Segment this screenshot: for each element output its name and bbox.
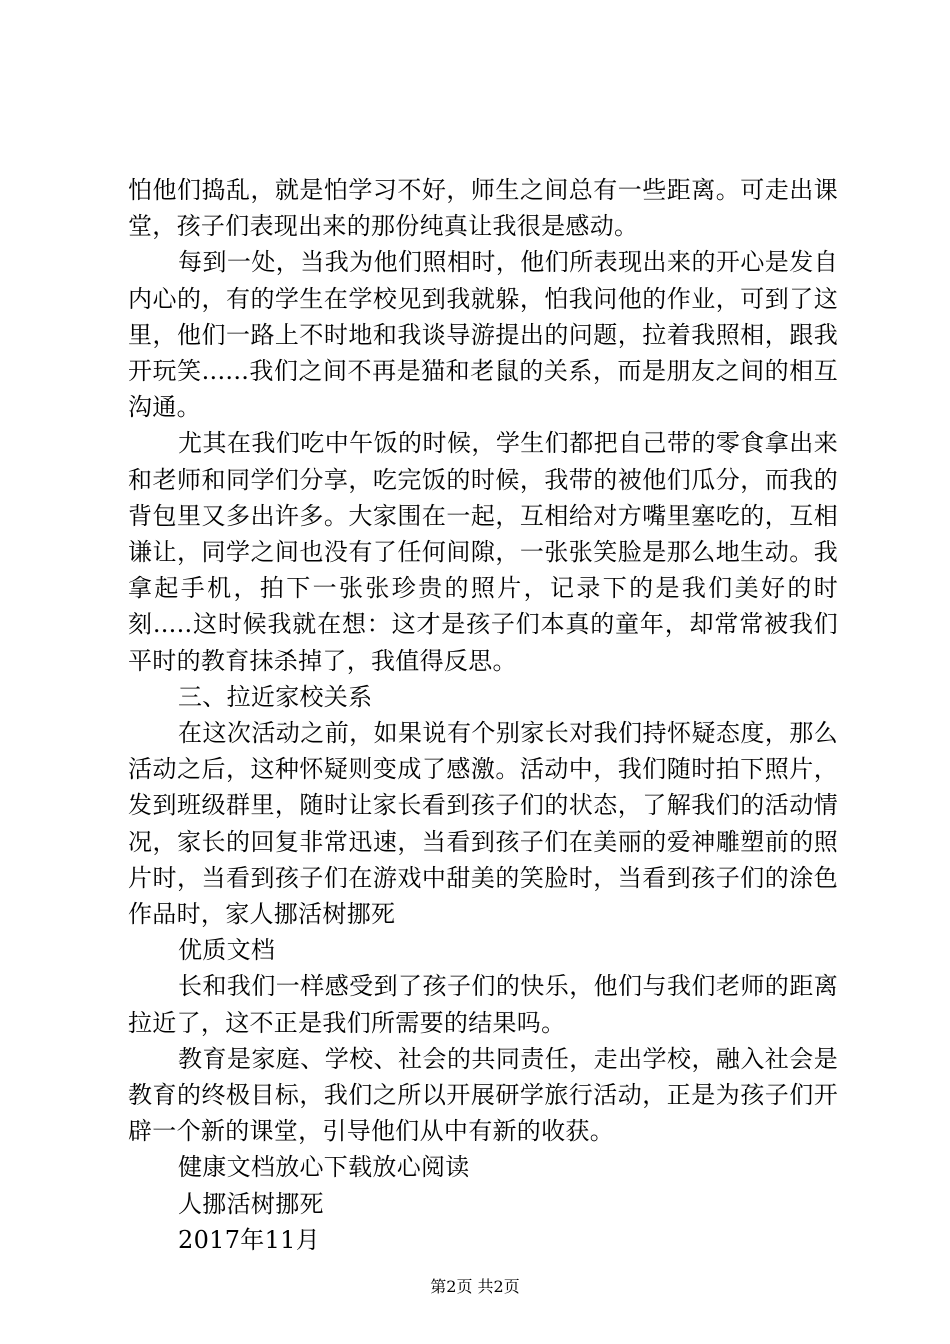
paragraph-1: 怕他们捣乱，就是怕学习不好，师生之间总有一些距离。可走出课堂，孩子们表现出来的那份纯真让我很是感动。 [128, 176, 838, 241]
paragraph-2: 每到一处，当我为他们照相时，他们所表现出来的开心是发自内心的，有的学生在学校见到我就躲，怕我问他的作业，可到了这里，他们一路上不时地和我谈导游提出的问题，拉着我照相，跟我开玩笑......我们之间不再是猫和老鼠的关系，而是朋友之间的相互沟通。 [128, 248, 838, 422]
document-body [128, 172, 838, 1258]
paragraph-3: 尤其在我们吃中午饭的时候，学生们都把自己带的零食拿出来和老师和同学们分享，吃完饭的时候，我带的被他们瓜分，而我的背包里又多出许多。大家围在一起，互相给对方嘴里塞吃的，互相谦让，同学之间也没有了任何间隙，一张张笑脸是那么地生动。我拿起手机，拍下一张张珍贵的照片，记录下的是我们美好的时刻.....这时候我就在想：这才是孩子们本真的童年，却常常被我们平时的教育抹杀掉了，我值得反思。 [128, 429, 838, 675]
page-number-label: 第2页 共2页 [430, 1277, 520, 1296]
paragraph-6: 教育是家庭、学校、社会的共同责任，走出学校，融入社会是教育的终极目标，我们之所以开展研学旅行活动，正是为孩子们开辟一个新的课堂，引导他们从中有新的收获。 [128, 1044, 838, 1146]
paragraph-5: 长和我们一样感受到了孩子们的快乐，他们与我们老师的距离拉近了，这不正是我们所需要的结果吗。 [128, 972, 838, 1037]
watermark-text-3: 人挪活树挪死 [178, 1189, 324, 1218]
section-heading-3: 三、拉近家校关系 [178, 682, 373, 711]
document-date: 2017年11月 [178, 1225, 321, 1254]
page-footer [0, 1274, 950, 1297]
watermark-text-1: 优质文档 [178, 936, 276, 965]
paragraph-4: 在这次活动之前，如果说有个别家长对我们持怀疑态度，那么活动之后，这种怀疑则变成了感激。活动中，我们随时拍下照片，发到班级群里，随时让家长看到孩子们的状态，了解我们的活动情况，家长的回复非常迅速，当看到孩子们在美丽的爱神雕塑前的照片时，当看到孩子们在游戏中甜美的笑脸时，当看到孩子们的涂色作品时，家人挪活树挪死 [128, 719, 838, 929]
watermark-text-2: 健康文档放心下载放心阅读 [178, 1153, 470, 1182]
